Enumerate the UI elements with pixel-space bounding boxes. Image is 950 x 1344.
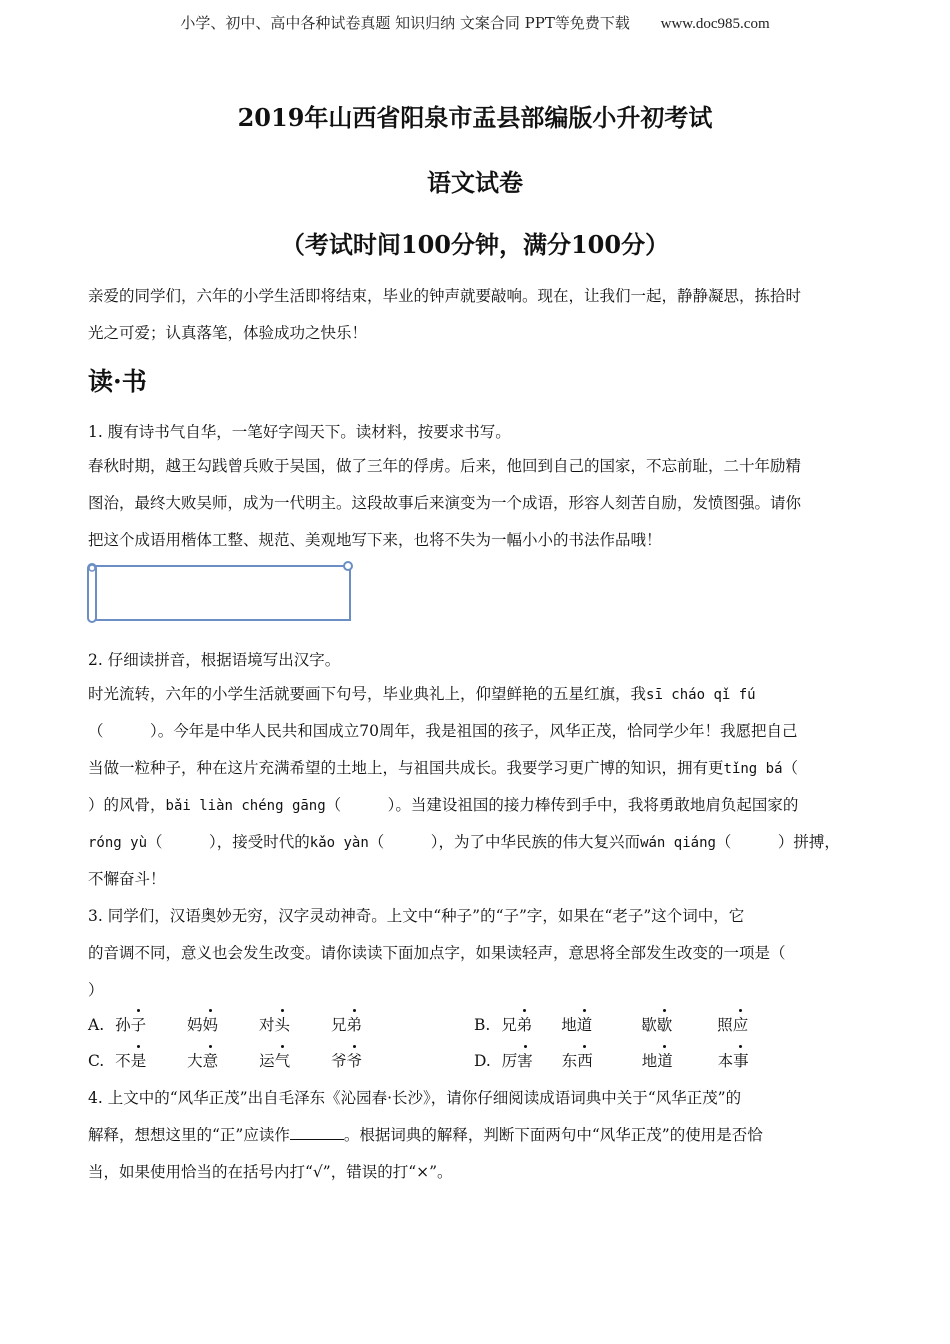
intro-line: 亲爱的同学们，六年的小学生活即将结束，毕业的钟声就要敲响。现在，让我们一起，静静凝思，拣拾时 bbox=[88, 287, 802, 305]
q2-line: 不懈奋斗！ bbox=[88, 870, 166, 888]
calligraphy-scroll-box[interactable] bbox=[86, 560, 354, 626]
q2-prompt: 2. 仔细读拼音，根据语境写出汉字。 bbox=[88, 651, 341, 669]
q4-line: 当，如果使用恰当的在括号内打“√”，错误的打“×”。 bbox=[88, 1163, 453, 1181]
q2-line: （ ）。今年是中华人民共和国成立70周年，我是祖国的孩子，风华正茂，恰同学少年！我愿把自己 bbox=[88, 722, 798, 740]
q1-prompt: 1. 腹有诗书气自华，一笔好字闯天下。读材料，按要求书写。 bbox=[88, 423, 511, 441]
q3-line: ） bbox=[88, 981, 104, 999]
q1-line: 春秋时期，越王勾践曾兵败于吴国，做了三年的俘虏。后来，他回到自己的国家，不忘前耻，二十年励精 bbox=[88, 457, 802, 475]
answer-blank[interactable] bbox=[290, 1125, 344, 1140]
option-c[interactable]: C. 不是 大意 运气 爷爷 bbox=[88, 1049, 362, 1071]
pinyin: tǐng bá bbox=[723, 761, 783, 777]
option-d[interactable]: D. 厉害 东西 地道 本事 bbox=[474, 1049, 749, 1071]
exam-subject: 语文试卷 bbox=[427, 168, 523, 197]
page-header bbox=[0, 12, 950, 33]
q3-line: 的音调不同，意义也会发生改变。请你读读下面加点字，如果读轻声，意思将全部发生改变的一项是（ bbox=[88, 944, 786, 962]
option-b[interactable]: B. 兄弟 地道 歇歇 照应 bbox=[474, 1013, 748, 1035]
option-a[interactable]: A. 孙子 妈妈 对头 兄弟 bbox=[88, 1013, 362, 1035]
q2-line: 时光流转，六年的小学生活就要画下句号，毕业典礼上，仰望鲜艳的五星红旗，我sī cháo qǐ fú bbox=[88, 685, 756, 703]
pinyin: kǎo yàn bbox=[309, 835, 369, 851]
section-heading: 读·书 bbox=[88, 367, 147, 396]
q1-line: 把这个成语用楷体工整、规范、美观地写下来，也将不失为一幅小小的书法作品哦！ bbox=[88, 531, 662, 549]
header-text: 小学、初中、高中各种试卷真题 知识归纳 文案合同 PPT等免费下载 bbox=[180, 14, 630, 32]
q2-line: róng yù（ ），接受时代的kǎo yàn（ ），为了中华民族的伟大复兴而wán qiáng（ ）拼搏， bbox=[88, 833, 840, 851]
header-site[interactable]: www.doc985.com bbox=[660, 16, 770, 32]
q4-line: 4. 上文中的“风华正茂”出自毛泽东《沁园春·长沙》，请你仔细阅读成语词典中关于“风华正茂”的 bbox=[88, 1089, 742, 1107]
intro-line: 光之可爱；认真落笔，体验成功之快乐！ bbox=[88, 324, 368, 342]
q3-line: 3. 同学们，汉语奥妙无穷，汉字灵动神奇。上文中“种子”的“子”字，如果在“老子”这个词中，它 bbox=[88, 907, 745, 925]
q4-line: 解释，想想这里的“正”应读作 。根据词典的解释，判断下面两句中“风华正茂”的使用是否恰 bbox=[88, 1126, 763, 1144]
pinyin: sī cháo qǐ fú bbox=[646, 687, 756, 703]
exam-info: （考试时间100分钟，满分100分） bbox=[280, 230, 670, 259]
q2-line: 当做一粒种子，种在这片充满希望的土地上，与祖国共成长。我要学习更广博的知识，拥有更tǐng bá（ bbox=[88, 759, 799, 777]
pinyin: bǎi liàn chéng gāng bbox=[165, 798, 326, 814]
q2-line: ）的风骨，bǎi liàn chéng gāng（ ）。当建设祖国的接力棒传到手中，我将勇敢地肩负起国家的 bbox=[88, 796, 799, 814]
q1-line: 图治，最终大败吴师，成为一代明主。这段故事后来演变为一个成语，形容人刻苦自励，发愤图强。请你 bbox=[88, 494, 802, 512]
pinyin: róng yù bbox=[88, 835, 148, 851]
exam-title: 2019年山西省阳泉市盂县部编版小升初考试 bbox=[237, 103, 713, 132]
pinyin: wán qiáng bbox=[640, 835, 716, 851]
